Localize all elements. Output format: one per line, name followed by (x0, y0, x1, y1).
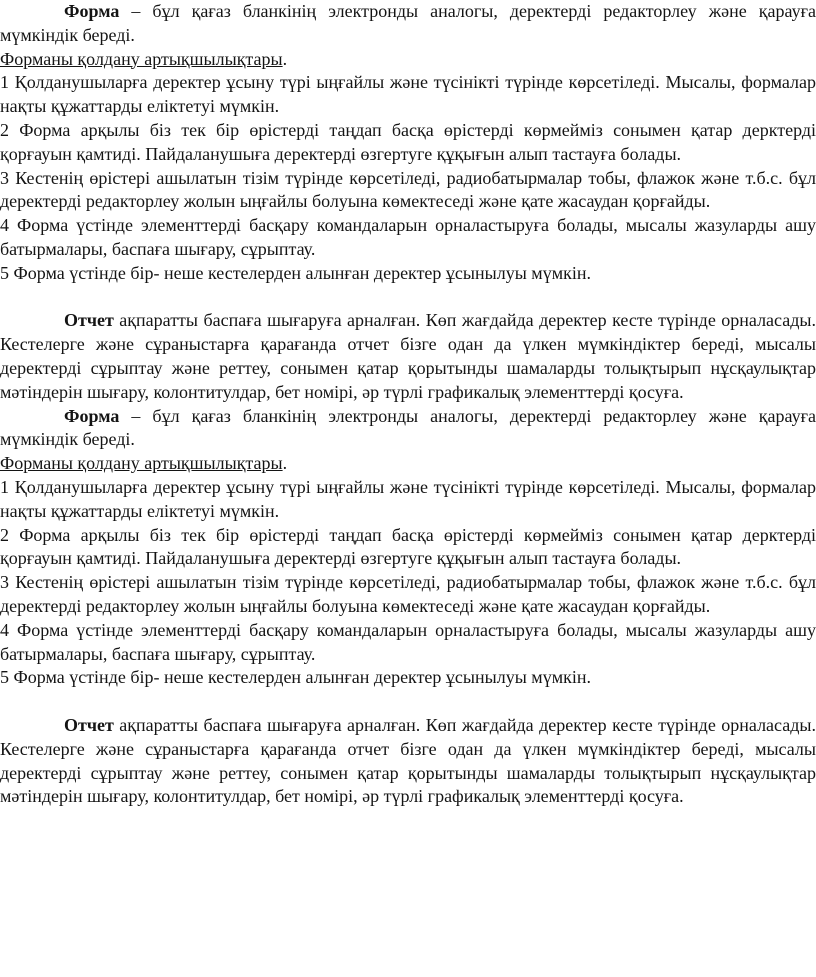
advantages-heading: Форманы қолдану артықшылықтары (0, 453, 283, 474)
form-definition-text: – бұл қағаз бланкінің электронды аналогы, деректерді редакторлеу және қарауға мүмкіндік береді. (0, 1, 816, 45)
advantage-item-1: 1 Қолданушыларға деректер ұсыну түрі ыңғайлы және түсінікті түрінде көрсетіледі. Мысалы, формалар нақты құжаттарды еліктетуі мүмкін. (0, 476, 816, 521)
report-definition-text: ақпаратты баспаға шығаруға арналған. Көп жағдайда деректер кесте түрінде орналасады. Кестелерге және сұраныстарға қарағанда отчет бізге одан да үлкен мүмкіндіктер береді, мысалы деректерді сұрыптау және реттеу, сонымен қатар қорытынды шамаларды толықтырып нұсқаулықтар мәтіндерін шығару, колонтитулдар, бет номірі, әр түрлі графикалық элементтерді қосуға. (0, 310, 816, 402)
advantage-item-2: 2 Форма арқылы біз тек бір өрістерді таңдап басқа өрістерді көрмейміз сонымен қатар дерктерді қорғауын қамтиді. Пайдаланушыға деректерді өзгертуге құқығын алып тастауға болады. (0, 119, 816, 164)
document-block-2 (0, 405, 816, 810)
report-term: Отчет (64, 310, 114, 331)
report-definition-text: ақпаратты баспаға шығаруға арналған. Көп жағдайда деректер кесте түрінде орналасады. Кестелерге және сұраныстарға қарағанда отчет бізге одан да үлкен мүмкіндіктер береді, мысалы деректерді сұрыптау және реттеу, сонымен қатар қорытынды шамаларды толықтырып нұсқаулықтар мәтіндерін шығару, колонтитулдар, бет номірі, әр түрлі графикалық элементтерді қосуға. (0, 714, 816, 807)
form-term: Форма (64, 405, 120, 426)
advantages-heading-period: . (282, 48, 288, 69)
advantages-heading: Форманы қолдану артықшылықтары (0, 48, 283, 69)
advantages-heading-period: . (282, 453, 288, 474)
form-definition-paragraph (0, 405, 816, 453)
advantage-item-3: 3 Кестенің өрістері ашылатын тізім түрінде көрсетіледі, радиобатырмалар тобы, флажок және т.б.с. бұл деректерді редакторлеу жолын ыңғайлы болуына көмектеседі және қате жасаудан қорғайды. (0, 167, 816, 212)
advantage-item-1: 1 Қолданушыларға деректер ұсыну түрі ыңғайлы және түсінікті түрінде көрсетіледі. Мысалы, формалар нақты құжаттарды еліктетуі мүмкін. (0, 72, 816, 117)
paragraph-spacer (0, 286, 816, 310)
advantages-heading-paragraph (0, 452, 816, 476)
advantage-item-4: 4 Форма үстінде элементтерді басқару командаларын орналастыруға болады, мысалы жазуларды ашу батырмалары, баспаға шығару, сұрыптау. (0, 619, 816, 664)
form-term: Форма (64, 1, 120, 21)
advantage-item-5: 5 Форма үстінде бір- неше кестелерден алынған деректер ұсынылуы мүмкін. (0, 262, 591, 283)
paragraph-spacer (0, 690, 816, 714)
document-block-1 (0, 0, 816, 405)
advantages-heading-paragraph (0, 48, 816, 72)
form-definition-paragraph (0, 0, 816, 48)
report-paragraph (0, 309, 816, 404)
advantage-item-5: 5 Форма үстінде бір- неше кестелерден алынған деректер ұсынылуы мүмкін. (0, 667, 591, 688)
form-definition-text: – бұл қағаз бланкінің электронды аналогы, деректерді редакторлеу және қарауға мүмкіндік береді. (0, 405, 816, 450)
report-term: Отчет (64, 714, 114, 735)
advantage-item-3: 3 Кестенің өрістері ашылатын тізім түрінде көрсетіледі, радиобатырмалар тобы, флажок және т.б.с. бұл деректерді редакторлеу жолын ыңғайлы болуына көмектеседі және қате жасаудан қорғайды. (0, 572, 816, 616)
advantage-item-4: 4 Форма үстінде элементтерді басқару командаларын орналастыруға болады, мысалы жазуларды ашу батырмалары, баспаға шығару, сұрыптау. (0, 215, 816, 259)
report-paragraph (0, 714, 816, 809)
advantage-item-2: 2 Форма арқылы біз тек бір өрістерді таңдап басқа өрістерді көрмейміз сонымен қатар дерктерді қорғауын қамтиді. Пайдаланушыға деректерді өзгертуге құқығын алып тастауға болады. (0, 524, 816, 569)
